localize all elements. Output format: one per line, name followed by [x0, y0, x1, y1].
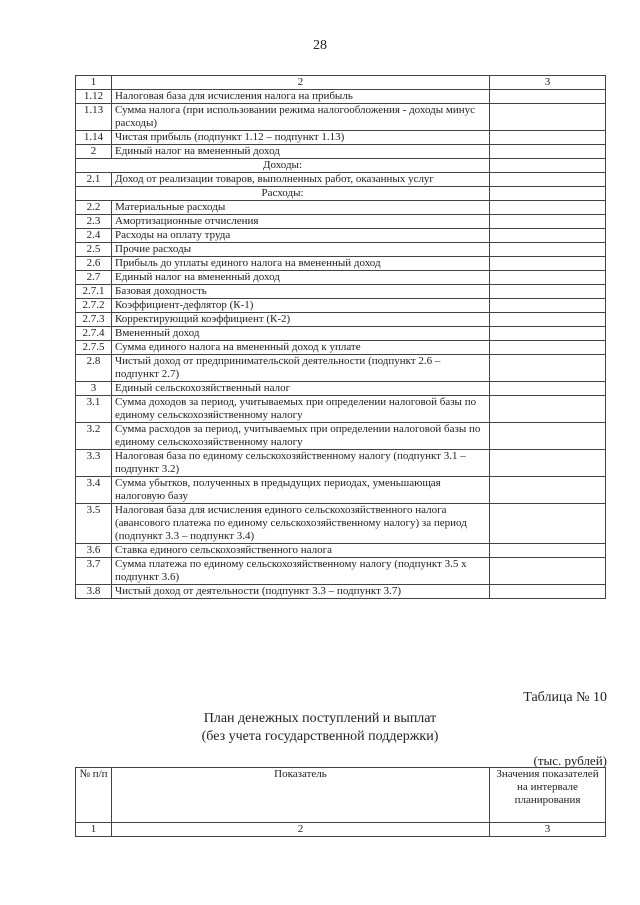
indicator-label: Единый сельскохозяйственный налог	[112, 382, 490, 396]
column-header-number: № п/п	[76, 768, 112, 823]
value-cell	[490, 229, 606, 243]
row-number: 2.1	[76, 173, 112, 187]
table-row	[76, 355, 606, 382]
table-caption: Таблица № 10	[523, 690, 607, 705]
value-cell	[490, 504, 606, 544]
table-row	[76, 229, 606, 243]
column-number-3: 3	[490, 823, 606, 837]
value-cell	[490, 313, 606, 327]
indicator-label: Единый налог на вмененный доход	[112, 145, 490, 159]
indicator-label: Доход от реализации товаров, выполненных работ, оказанных услуг	[112, 173, 490, 187]
indicator-label: Сумма расходов за период, учитываемых при определении налоговой базы по единому сельскохозяйственному налогу	[112, 423, 490, 450]
table-row	[76, 544, 606, 558]
indicator-label: Налоговая база для исчисления налога на прибыль	[112, 90, 490, 104]
table-row	[76, 131, 606, 145]
row-number: 3.4	[76, 477, 112, 504]
table-row	[76, 423, 606, 450]
value-cell	[490, 90, 606, 104]
column-header-indicator: Показатель	[112, 768, 490, 823]
table-row	[76, 257, 606, 271]
row-number: 2.7.4	[76, 327, 112, 341]
indicator-label: Налоговая база по единому сельскохозяйственному налогу (подпункт 3.1 – подпункт 3.2)	[112, 450, 490, 477]
table-row	[76, 396, 606, 423]
value-cell	[490, 131, 606, 145]
table-row	[76, 450, 606, 477]
column-number-2: 2	[112, 823, 490, 837]
row-number: 3.5	[76, 504, 112, 544]
table-row	[76, 285, 606, 299]
indicator-label: Налоговая база для исчисления единого сельскохозяйственного налога (авансового платежа по единому сельскохозяйственному налогу) за период (подпункт 3.3 – подпункт 3.4)	[112, 504, 490, 544]
column-number-3: 3	[490, 76, 606, 90]
row-number: 1.12	[76, 90, 112, 104]
value-cell	[490, 450, 606, 477]
table-row	[76, 104, 606, 131]
value-cell	[490, 327, 606, 341]
table-title	[0, 710, 640, 746]
row-number: 2.7	[76, 271, 112, 285]
indicator-label: Амортизационные отчисления	[112, 215, 490, 229]
row-number: 3.1	[76, 396, 112, 423]
indicator-label: Чистая прибыль (подпункт 1.12 – подпункт 1.13)	[112, 131, 490, 145]
value-cell	[490, 396, 606, 423]
row-number: 2.6	[76, 257, 112, 271]
table-row	[76, 215, 606, 229]
section-label: Расходы:	[76, 187, 490, 201]
column-number-1: 1	[76, 76, 112, 90]
value-cell	[490, 423, 606, 450]
cash-flow-plan-table	[75, 767, 606, 837]
indicator-label: Вмененный доход	[112, 327, 490, 341]
value-cell	[490, 243, 606, 257]
row-number: 2.3	[76, 215, 112, 229]
value-cell	[490, 355, 606, 382]
column-numbering-row	[76, 823, 606, 837]
value-cell	[490, 477, 606, 504]
column-header-values: Значения показателей на интервале планирования	[490, 768, 606, 823]
table-row	[76, 90, 606, 104]
value-cell	[490, 285, 606, 299]
value-cell	[490, 585, 606, 599]
row-number: 3.2	[76, 423, 112, 450]
row-number: 2.7.3	[76, 313, 112, 327]
table-title-line-1: План денежных поступлений и выплат	[203, 711, 437, 726]
value-cell	[490, 558, 606, 585]
value-cell	[490, 544, 606, 558]
table-row	[76, 271, 606, 285]
table-row	[76, 585, 606, 599]
column-number-1: 1	[76, 823, 112, 837]
page-number: 28	[313, 38, 327, 53]
row-number: 3.7	[76, 558, 112, 585]
indicator-label: Сумма налога (при использовании режима налогообложения - доходы минус расходы)	[112, 104, 490, 131]
table-row	[76, 145, 606, 159]
row-number: 1.14	[76, 131, 112, 145]
indicator-label: Чистый доход от деятельности (подпункт 3.3 – подпункт 3.7)	[112, 585, 490, 599]
indicator-label: Чистый доход от предпринимательской деятельности (подпункт 2.6 – подпункт 2.7)	[112, 355, 490, 382]
indicator-label: Корректирующий коэффициент (К-2)	[112, 313, 490, 327]
value-cell	[490, 341, 606, 355]
section-label: Доходы:	[76, 159, 490, 173]
row-number: 2.7.2	[76, 299, 112, 313]
value-cell	[490, 299, 606, 313]
table-row	[76, 201, 606, 215]
units-label: (тыс. рублей)	[533, 753, 607, 768]
row-number: 3	[76, 382, 112, 396]
table-row	[76, 382, 606, 396]
table-header-row	[76, 768, 606, 823]
table-header-row	[76, 76, 606, 90]
section-header-row	[76, 159, 606, 173]
indicator-label: Единый налог на вмененный доход	[112, 271, 490, 285]
indicator-label: Прочие расходы	[112, 243, 490, 257]
value-cell	[490, 145, 606, 159]
value-cell	[490, 215, 606, 229]
indicator-label: Прибыль до уплаты единого налога на вмененный доход	[112, 257, 490, 271]
table-row	[76, 504, 606, 544]
table-row	[76, 558, 606, 585]
value-cell	[490, 382, 606, 396]
table-row	[76, 327, 606, 341]
table-row	[76, 299, 606, 313]
indicator-label: Расходы на оплату труда	[112, 229, 490, 243]
row-number: 2.8	[76, 355, 112, 382]
value-cell	[490, 271, 606, 285]
indicator-label: Базовая доходность	[112, 285, 490, 299]
table-title-line-2: (без учета государственной поддержки)	[201, 729, 439, 744]
row-number: 1.13	[76, 104, 112, 131]
section-header-row	[76, 187, 606, 201]
indicator-label: Коэффициент-дефлятор (К-1)	[112, 299, 490, 313]
table-row	[76, 341, 606, 355]
value-cell	[490, 159, 606, 173]
row-number: 2.2	[76, 201, 112, 215]
indicator-label: Сумма убытков, полученных в предыдущих периодах, уменьшающая налоговую базу	[112, 477, 490, 504]
row-number: 2.4	[76, 229, 112, 243]
table-row	[76, 243, 606, 257]
value-cell	[490, 173, 606, 187]
row-number: 2.7.5	[76, 341, 112, 355]
value-cell	[490, 257, 606, 271]
value-cell	[490, 104, 606, 131]
row-number: 3.3	[76, 450, 112, 477]
row-number: 2	[76, 145, 112, 159]
indicator-label: Сумма единого налога на вмененный доход к уплате	[112, 341, 490, 355]
row-number: 2.5	[76, 243, 112, 257]
row-number: 2.7.1	[76, 285, 112, 299]
indicator-label: Сумма доходов за период, учитываемых при определении налоговой базы по единому сельскохозяйственному налогу	[112, 396, 490, 423]
column-number-2: 2	[112, 76, 490, 90]
financial-indicators-table	[75, 75, 606, 599]
value-cell	[490, 187, 606, 201]
indicator-label: Сумма платежа по единому сельскохозяйственному налогу (подпункт 3.5 х подпункт 3.6)	[112, 558, 490, 585]
table-row	[76, 477, 606, 504]
row-number: 3.8	[76, 585, 112, 599]
indicator-label: Ставка единого сельскохозяйственного налога	[112, 544, 490, 558]
value-cell	[490, 201, 606, 215]
indicator-label: Материальные расходы	[112, 201, 490, 215]
row-number: 3.6	[76, 544, 112, 558]
table-row	[76, 313, 606, 327]
table-row	[76, 173, 606, 187]
